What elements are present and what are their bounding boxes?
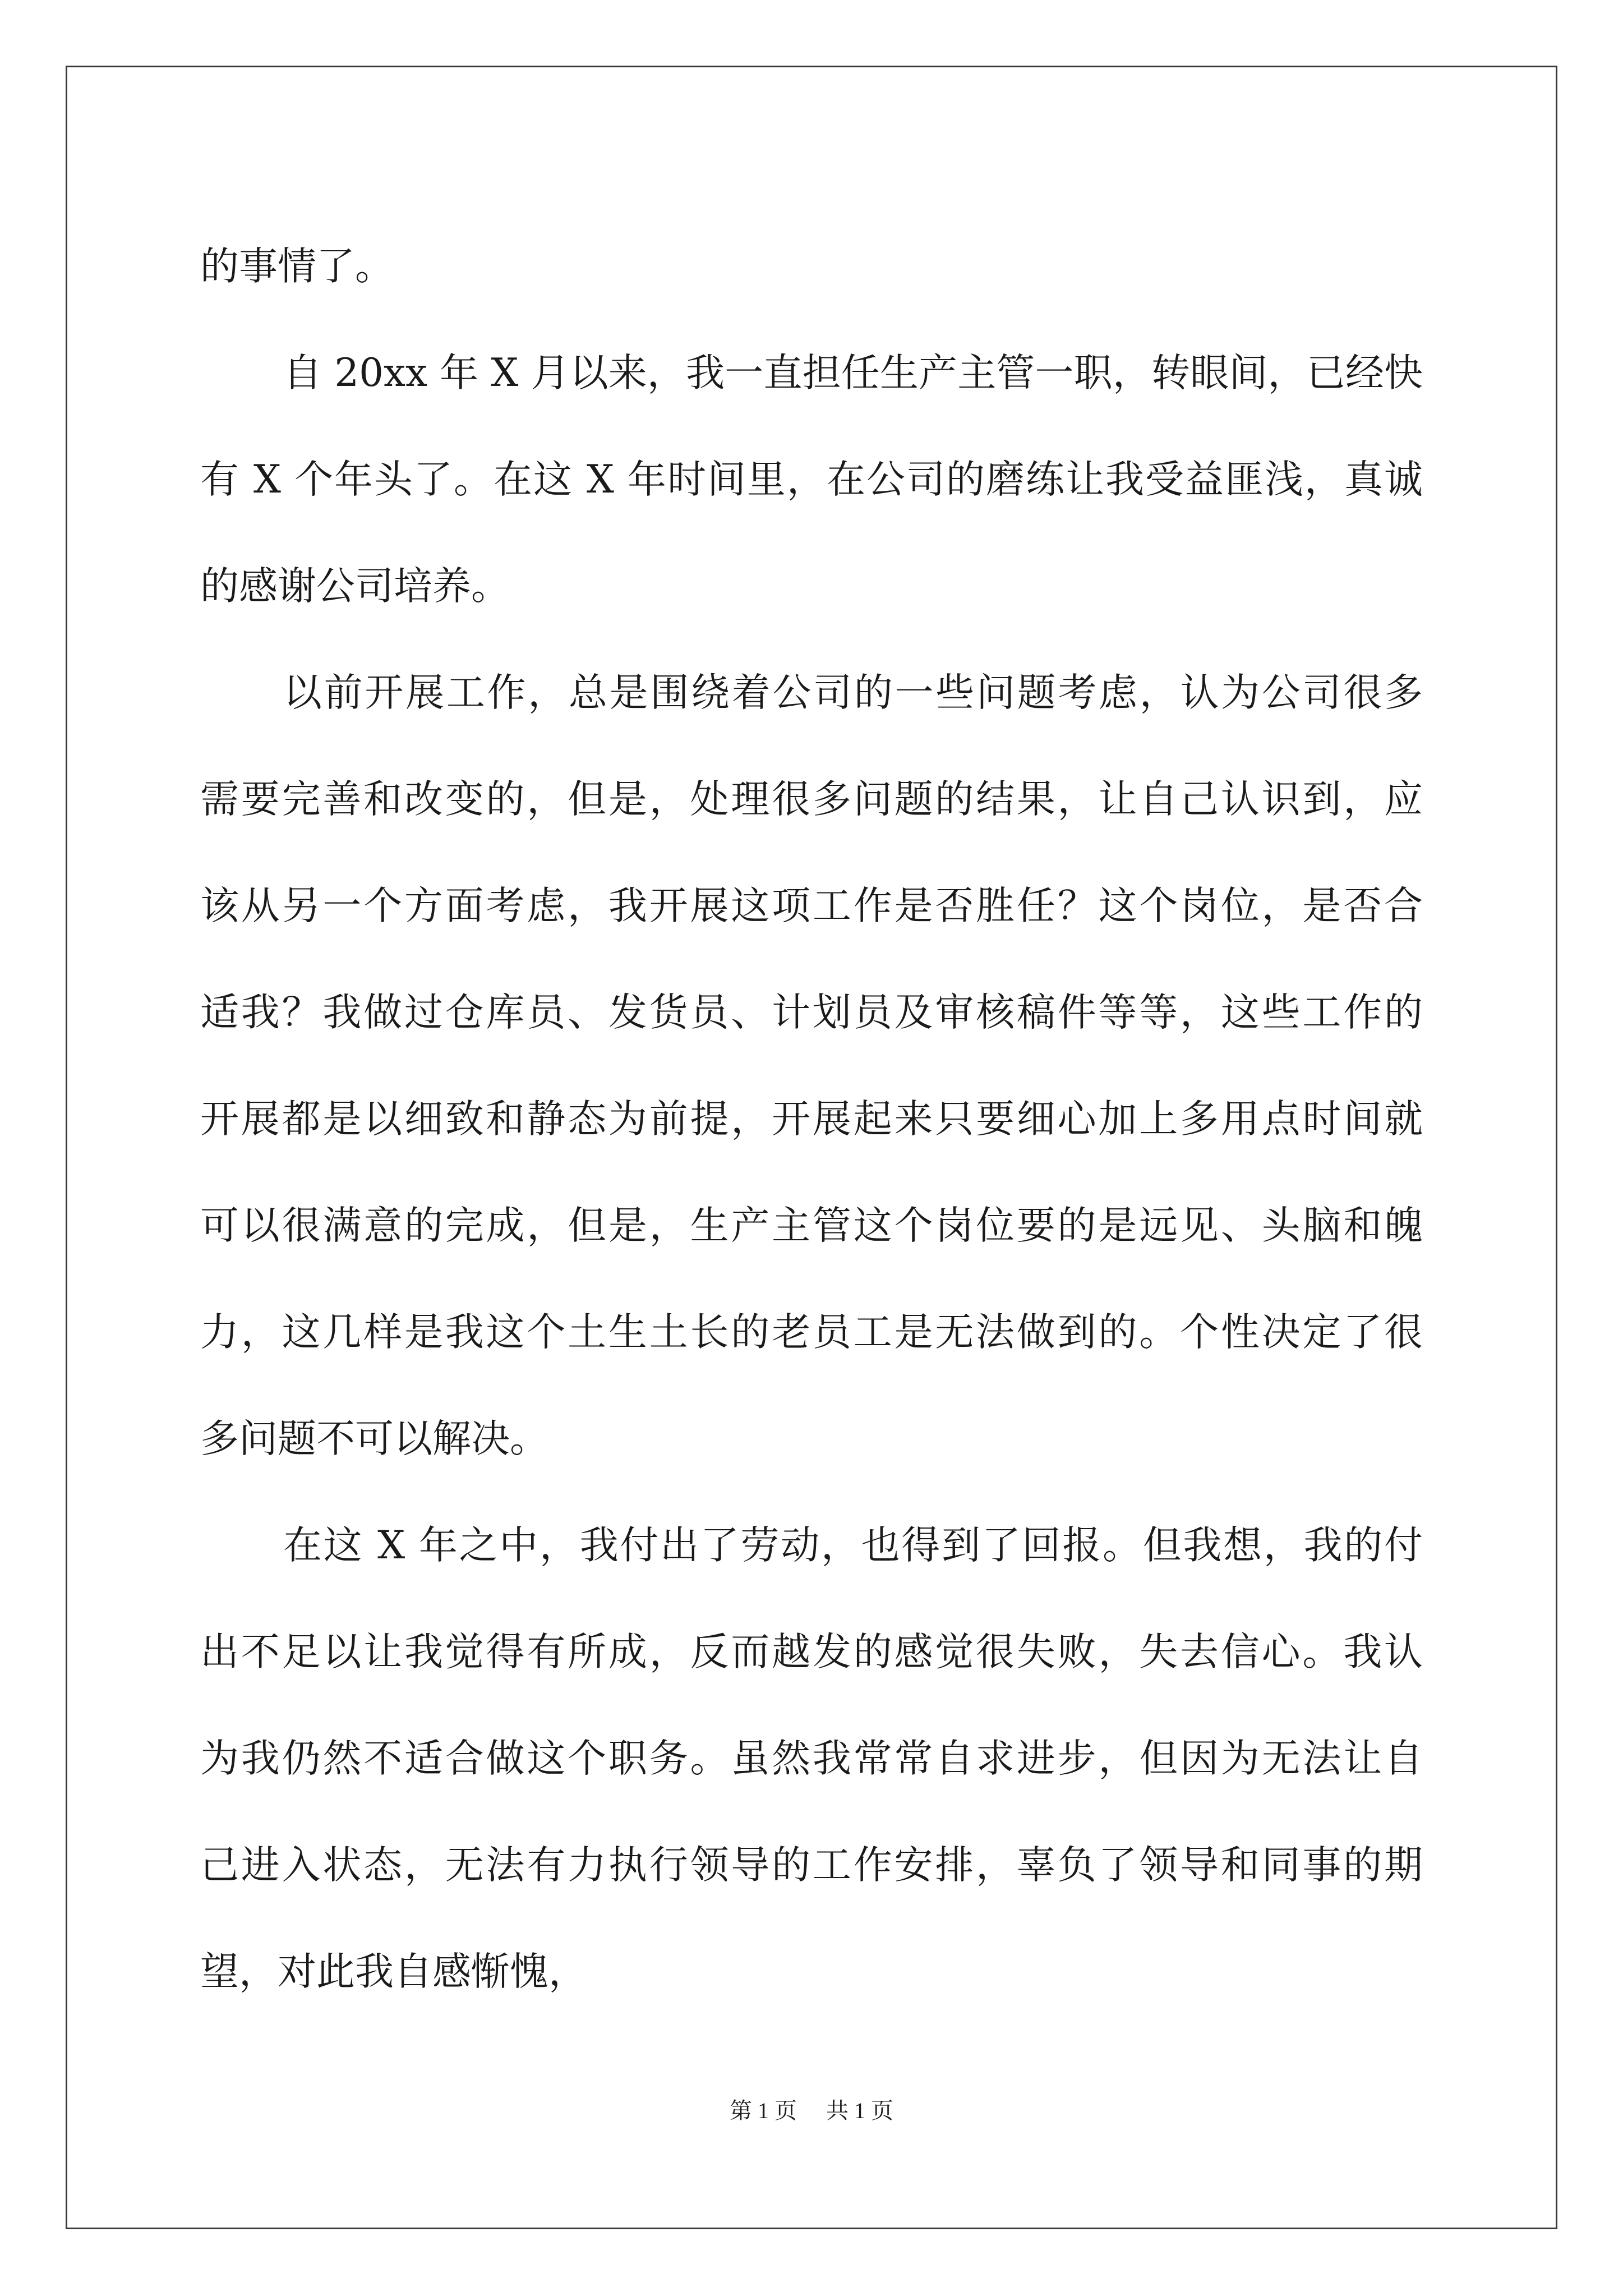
page-footer: [0, 2095, 1623, 2127]
page-total: 共 1 页: [826, 2098, 893, 2123]
text-line: 出不足以让我觉得有所成，反而越发的感觉很失败，失去信心。我认: [200, 1630, 1423, 1674]
text-line: 开展都是以细致和静态为前提，开展起来只要细心加上多用点时间就: [200, 1097, 1423, 1142]
text-line: 的感谢公司培养。: [200, 564, 510, 609]
text-line: 可以很满意的完成，但是，生产主管这个岗位要的是远见、头脑和魄: [200, 1203, 1423, 1248]
text-line: 望，对此我自感惭愧，: [200, 1949, 587, 1994]
text-line: 需要完善和改变的，但是，处理很多问题的结果，让自己认识到，应: [200, 777, 1423, 822]
text-line: 在这 X 年之中，我付出了劳动，也得到了回报。但我想，我的付: [283, 1523, 1423, 1568]
page-number: 第 1 页: [730, 2098, 797, 2123]
text-line: 力，这几样是我这个土生土长的老员工是无法做到的。个性决定了很: [200, 1310, 1423, 1355]
text-line: 适我？我做过仓库员、发货员、计划员及审核稿件等等，这些工作的: [200, 990, 1423, 1035]
text-line: 自 20xx 年 X 月以来，我一直担任生产主管一职，转眼间，已经快: [283, 351, 1423, 395]
text-line: 的事情了。: [200, 244, 394, 289]
text-line: 以前开展工作，总是围绕着公司的一些问题考虑，认为公司很多: [283, 670, 1423, 715]
text-line: 为我仍然不适合做这个职务。虽然我常常自求进步，但因为无法让自: [200, 1736, 1423, 1781]
text-line: 有 X 个年头了。在这 X 年时间里，在公司的磨练让我受益匪浅，真诚: [200, 457, 1423, 502]
text-line: 己进入状态，无法有力执行领导的工作安排，辜负了领导和同事的期: [200, 1843, 1423, 1888]
document-body: [200, 213, 1423, 2025]
text-line: 多问题不可以解决。: [200, 1416, 548, 1461]
text-line: 该从另一个方面考虑，我开展这项工作是否胜任？这个岗位，是否合: [200, 884, 1423, 928]
